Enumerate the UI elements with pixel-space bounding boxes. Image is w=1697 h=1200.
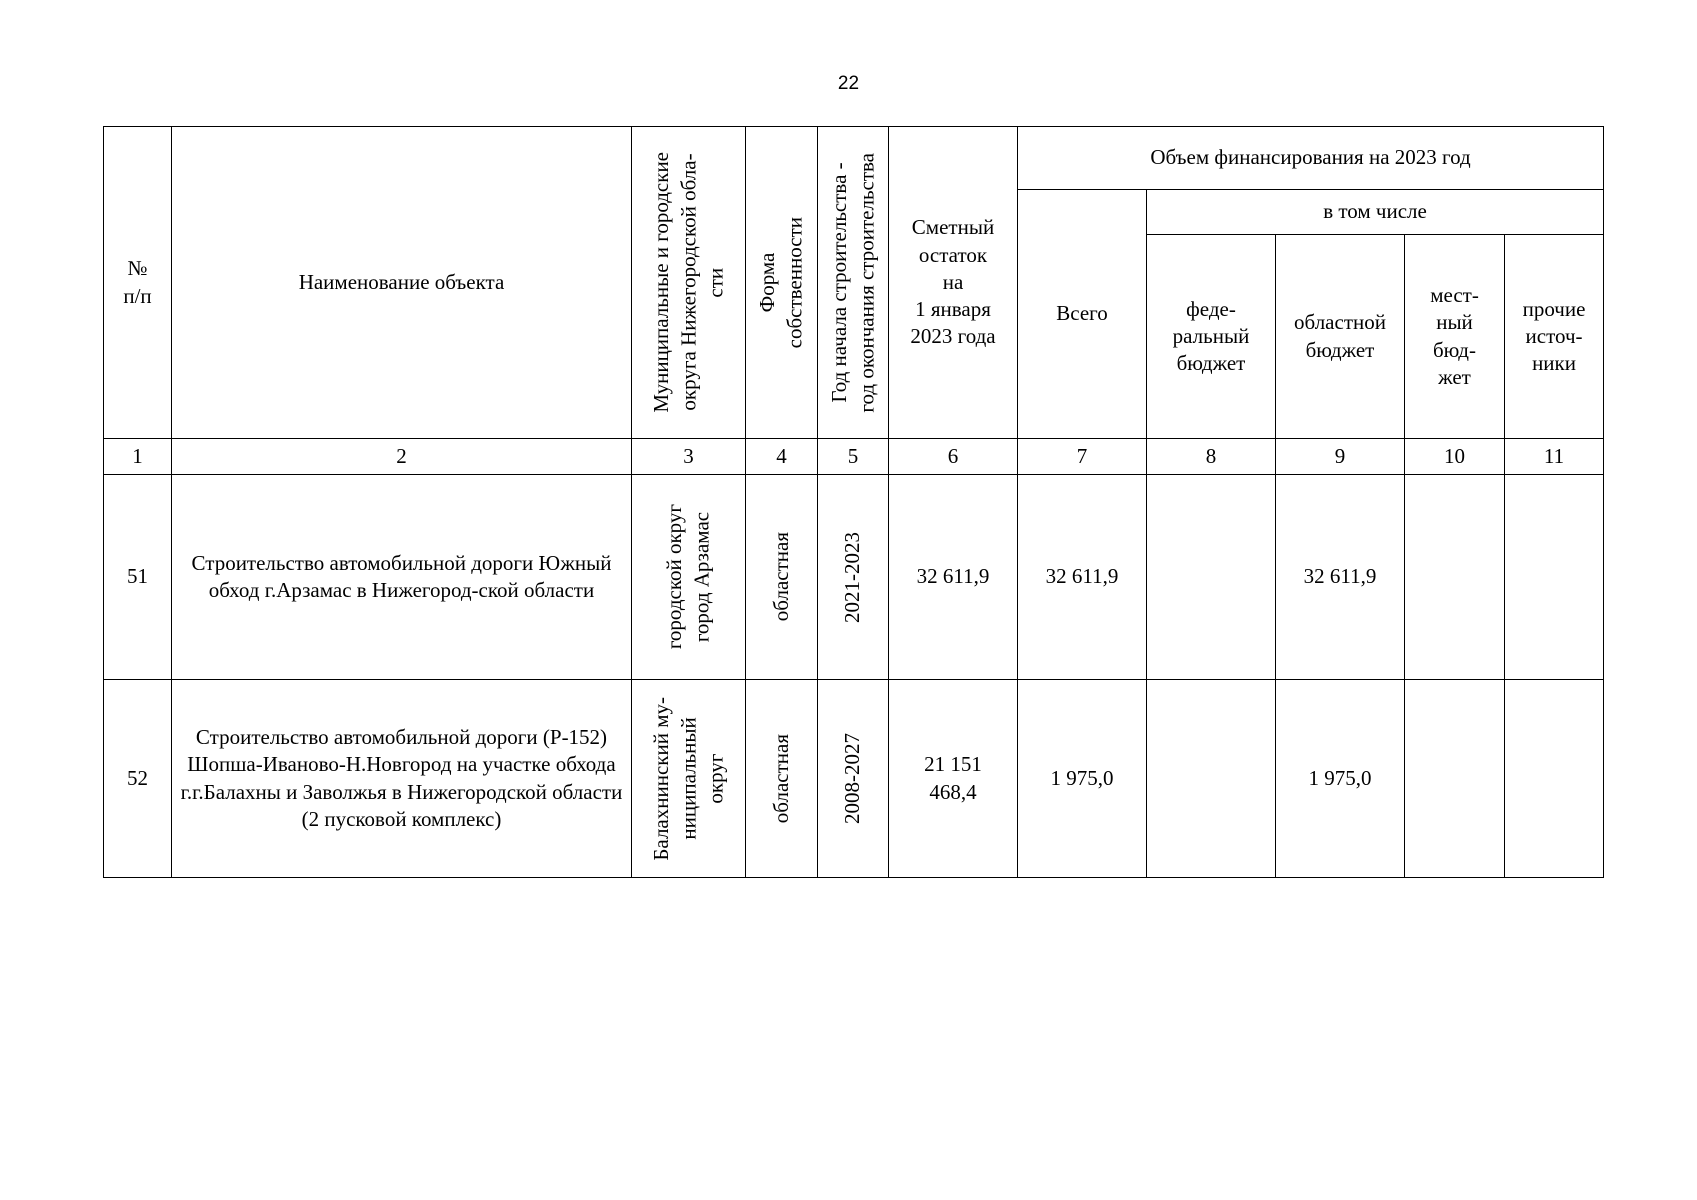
years-text: 2008-2027 <box>840 733 865 824</box>
other-cell <box>1505 475 1604 680</box>
table-row <box>104 475 1604 680</box>
financing-table <box>103 126 1604 878</box>
header-total: Всего <box>1018 190 1147 439</box>
page-number: 22 <box>837 73 860 94</box>
ownership-text: областная <box>768 733 793 824</box>
municipality-text: Балахнинский му- ниципальный округ <box>648 696 728 861</box>
header-federal: феде- ральный бюджет <box>1147 235 1276 439</box>
column-index-cell: 8 <box>1147 439 1276 475</box>
regional-cell: 32 611,9 <box>1276 475 1405 680</box>
header-including: в том числе <box>1147 190 1604 235</box>
row-num: 51 <box>104 475 172 680</box>
column-index-cell: 9 <box>1276 439 1405 475</box>
total-cell: 32 611,9 <box>1018 475 1147 680</box>
local-cell <box>1405 475 1505 680</box>
column-index-row <box>104 439 1604 475</box>
federal-cell <box>1147 475 1276 680</box>
municipality-cell <box>632 475 746 680</box>
header-num: № п/п <box>104 127 172 439</box>
ownership-cell <box>746 475 818 680</box>
header-funding-group: Объем финансирования на 2023 год <box>1018 127 1604 190</box>
local-cell <box>1405 680 1505 878</box>
header-years <box>818 127 889 439</box>
header-name: Наименование объекта <box>172 127 632 439</box>
header-municipality <box>632 127 746 439</box>
column-index-cell: 1 <box>104 439 172 475</box>
header-regional: областной бюджет <box>1276 235 1405 439</box>
row-num: 52 <box>104 680 172 878</box>
object-name: Строительство автомобильной дороги (Р-152) Шопша-Иваново-Н.Новгород на участке обхода г.г.Балахны и Заволжья в Нижегородской области (2 пусковой комплекс) <box>172 680 632 878</box>
years-text: 2021-2023 <box>840 531 865 623</box>
column-index-cell: 4 <box>746 439 818 475</box>
estimate-cell: 32 611,9 <box>889 475 1018 680</box>
ownership-cell <box>746 680 818 878</box>
column-index-cell: 5 <box>818 439 889 475</box>
column-index-cell: 2 <box>172 439 632 475</box>
ownership-text: областная <box>768 532 793 622</box>
total-cell: 1 975,0 <box>1018 680 1147 878</box>
years-cell <box>818 475 889 680</box>
column-index-cell: 3 <box>632 439 746 475</box>
column-index-cell: 10 <box>1405 439 1505 475</box>
object-name: Строительство автомобильной дороги Южный обход г.Арзамас в Нижегород-ской области <box>172 475 632 680</box>
column-index-cell: 7 <box>1018 439 1147 475</box>
header-ownership-text: Форма собственности <box>755 216 807 349</box>
header-municipality-text: Муниципальные и городские округа Нижегородской обла- сти <box>648 152 728 413</box>
regional-cell: 1 975,0 <box>1276 680 1405 878</box>
header-row-top <box>104 127 1604 190</box>
other-cell <box>1505 680 1604 878</box>
column-index-cell: 6 <box>889 439 1018 475</box>
federal-cell <box>1147 680 1276 878</box>
table-row <box>104 680 1604 878</box>
header-ownership <box>746 127 818 439</box>
municipality-text: городской округ город Арзамас <box>662 504 714 650</box>
header-years-text: Год начала строительства - год окончания строительства <box>826 152 878 413</box>
municipality-cell <box>632 680 746 878</box>
column-index-cell: 11 <box>1505 439 1604 475</box>
header-estimate: Сметный остаток на 1 января 2023 года <box>889 127 1018 439</box>
estimate-cell: 21 151 468,4 <box>889 680 1018 878</box>
years-cell <box>818 680 889 878</box>
header-other: прочие источ- ники <box>1505 235 1604 439</box>
header-local: мест- ный бюд- жет <box>1405 235 1505 439</box>
